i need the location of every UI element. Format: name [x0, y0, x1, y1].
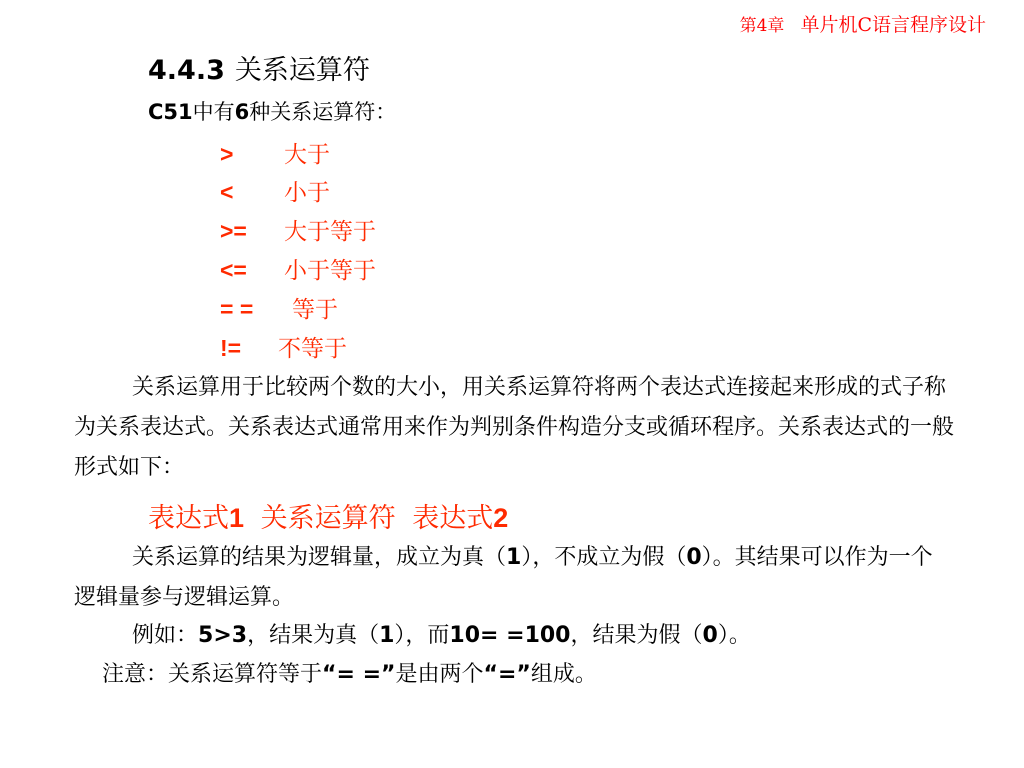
example-line	[74, 616, 954, 656]
example-prefix: 例如：	[132, 623, 199, 648]
paragraph-text: 关系运算用于比较两个数的大小，用关系运算符将两个表达式连接起来形成的式子称为关系表达式。关系表达式通常用来作为判别条件构造分支或循环程序。关系表达式的一般形式如下：	[74, 375, 955, 480]
example-text-4: ）。	[717, 623, 751, 648]
note-text-3: 组成。	[530, 662, 597, 687]
operator-row	[220, 252, 376, 285]
chapter-label: 第4章	[739, 16, 785, 36]
operator-meaning: 小于	[284, 180, 330, 206]
example-expr-1: 5>3	[198, 623, 248, 648]
intro-text-2: 种关系运算符：	[249, 100, 397, 124]
operator-meaning: 不等于	[278, 336, 347, 362]
true-value: 1	[506, 545, 522, 570]
operator-symbol: = =	[220, 296, 254, 322]
result-text-2: ），不成立为假（	[521, 545, 687, 570]
intro-lang: C51	[148, 100, 193, 124]
operator-symbol: <=	[220, 257, 247, 283]
operator-meaning: 等于	[292, 297, 338, 323]
result-text-3: ）。其结果可以作为一个逻辑量参与逻辑运算。	[74, 545, 933, 610]
expr2-number: 2	[493, 503, 509, 533]
operator-symbol: !=	[220, 335, 242, 361]
example-val-2: 0	[702, 623, 718, 648]
example-val-1: 1	[379, 623, 395, 648]
operator-row	[220, 330, 347, 363]
slide-header	[740, 10, 986, 37]
operator-meaning: 大于	[284, 142, 330, 168]
result-text-1: 关系运算的结果为逻辑量，成立为真（	[132, 545, 507, 570]
intro-text-1: 中有	[192, 100, 235, 124]
operator-row	[220, 213, 376, 246]
paragraph-result	[74, 538, 954, 618]
note-text-2: 是由两个	[395, 662, 484, 687]
note-line	[102, 655, 982, 695]
operator-row	[220, 174, 330, 207]
operator-meaning: 大于等于	[284, 219, 376, 245]
operator-label: 关系运算符	[260, 503, 396, 534]
expr1-label: 表达式	[148, 503, 229, 534]
example-text-1: ，结果为真（	[247, 623, 380, 648]
operator-row	[220, 136, 330, 169]
general-form	[148, 496, 508, 535]
note-text-1: 注意：关系运算符等于	[102, 662, 323, 687]
course-title: 单片机C语言程序设计	[800, 14, 986, 36]
example-expr-2: 10= =100	[449, 623, 571, 648]
example-text-2: ），而	[394, 623, 450, 648]
intro-count: 6	[234, 100, 250, 124]
operator-symbol: <	[220, 179, 234, 205]
expr2-label: 表达式	[412, 503, 494, 534]
false-value: 0	[686, 545, 702, 570]
example-text-3: ，结果为假（	[570, 623, 703, 648]
note-quote-1: “= =”	[322, 662, 396, 687]
operator-symbol: >	[220, 141, 234, 167]
note-quote-2: “=”	[483, 662, 531, 687]
operator-symbol: >=	[220, 218, 247, 244]
operator-row	[220, 291, 338, 324]
section-number: 4.4.3	[148, 55, 225, 86]
intro-line	[148, 96, 396, 126]
paragraph-relational-expression	[74, 368, 954, 488]
expr1-number: 1	[229, 503, 245, 533]
section-name: 关系运算符	[234, 55, 370, 86]
operator-meaning: 小于等于	[284, 258, 376, 284]
section-title	[148, 48, 370, 87]
